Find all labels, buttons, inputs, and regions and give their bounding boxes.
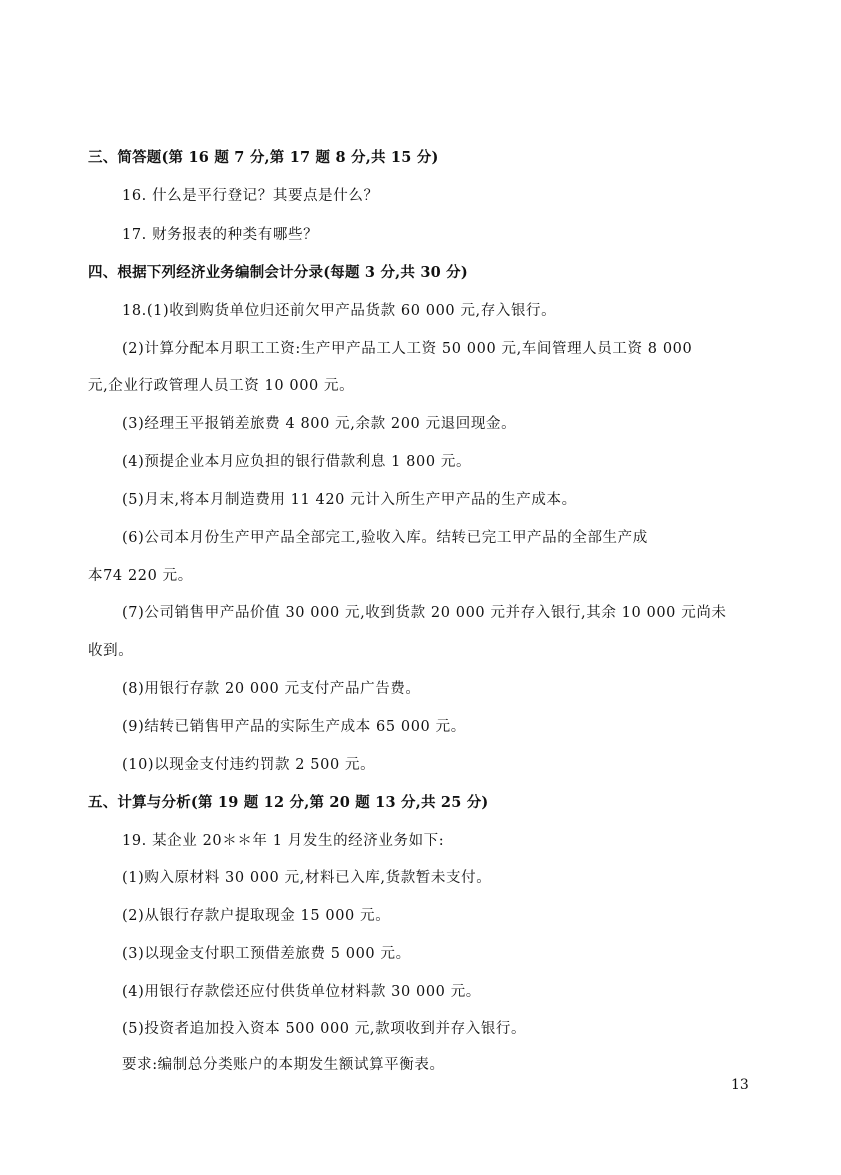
question-18-item-4: (4)预提企业本月应负担的银行借款利息 1 800 元。 xyxy=(122,454,472,470)
page-number: 13 xyxy=(731,1077,749,1093)
question-18-item-3: (3)经理王平报销差旅费 4 800 元,余款 200 元退回现金。 xyxy=(122,416,517,432)
question-18-item-7-line-2: 收到。 xyxy=(88,643,134,659)
question-18-item-5: (5)月末,将本月制造费用 11 420 元计入所生产甲产品的生产成本。 xyxy=(122,492,577,508)
question-19-item-3: (3)以现金支付职工预借差旅费 5 000 元。 xyxy=(122,946,411,962)
question-19-item-4: (4)用银行存款偿还应付供货单位材料款 30 000 元。 xyxy=(122,984,481,1000)
question-18-item-2-line-1: (2)计算分配本月职工工资:生产甲产品工人工资 50 000 元,车间管理人员工资 8 000 xyxy=(122,341,693,357)
question-18-item-9: (9)结转已销售甲产品的实际生产成本 65 000 元。 xyxy=(122,719,466,735)
question-19-item-2: (2)从银行存款户提取现金 15 000 元。 xyxy=(122,908,391,924)
question-18-item-6-line-1: (6)公司本月份生产甲产品全部完工,验收入库。结转已完工甲产品的全部生产成 xyxy=(122,530,648,546)
question-19-item-1: (1)购入原材料 30 000 元,材料已入库,货款暂未支付。 xyxy=(122,870,492,886)
question-19-requirement: 要求:编制总分类账户的本期发生额试算平衡表。 xyxy=(122,1057,445,1073)
section-5-heading: 五、计算与分析(第 19 题 12 分,第 20 题 13 分,共 25 分) xyxy=(88,794,489,811)
question-18-item-7-line-1: (7)公司销售甲产品价值 30 000 元,收到货款 20 000 元并存入银行,其余 10 000 元尚未 xyxy=(122,605,727,621)
question-18-item-8: (8)用银行存款 20 000 元支付产品广告费。 xyxy=(122,681,421,697)
question-18-item-2-line-2: 元,企业行政管理人员工资 10 000 元。 xyxy=(88,378,355,394)
question-16: 16. 什么是平行登记？其要点是什么？ xyxy=(122,188,379,204)
question-17: 17. 财务报表的种类有哪些？ xyxy=(122,227,319,243)
section-3-heading: 三、简答题(第 16 题 7 分,第 17 题 8 分,共 15 分) xyxy=(88,149,439,166)
question-18-item-10: (10)以现金支付违约罚款 2 500 元。 xyxy=(122,757,376,773)
question-18-item-1: 18.(1)收到购货单位归还前欠甲产品货款 60 000 元,存入银行。 xyxy=(122,303,557,319)
question-18-item-6-line-2: 本74 220 元。 xyxy=(88,568,193,584)
section-4-heading: 四、根据下列经济业务编制会计分录(每题 3 分,共 30 分) xyxy=(88,264,468,281)
question-19: 19. 某企业 20＊＊年 1 月发生的经济业务如下: xyxy=(122,833,445,849)
question-19-item-5: (5)投资者追加投入资本 500 000 元,款项收到并存入银行。 xyxy=(122,1021,527,1037)
